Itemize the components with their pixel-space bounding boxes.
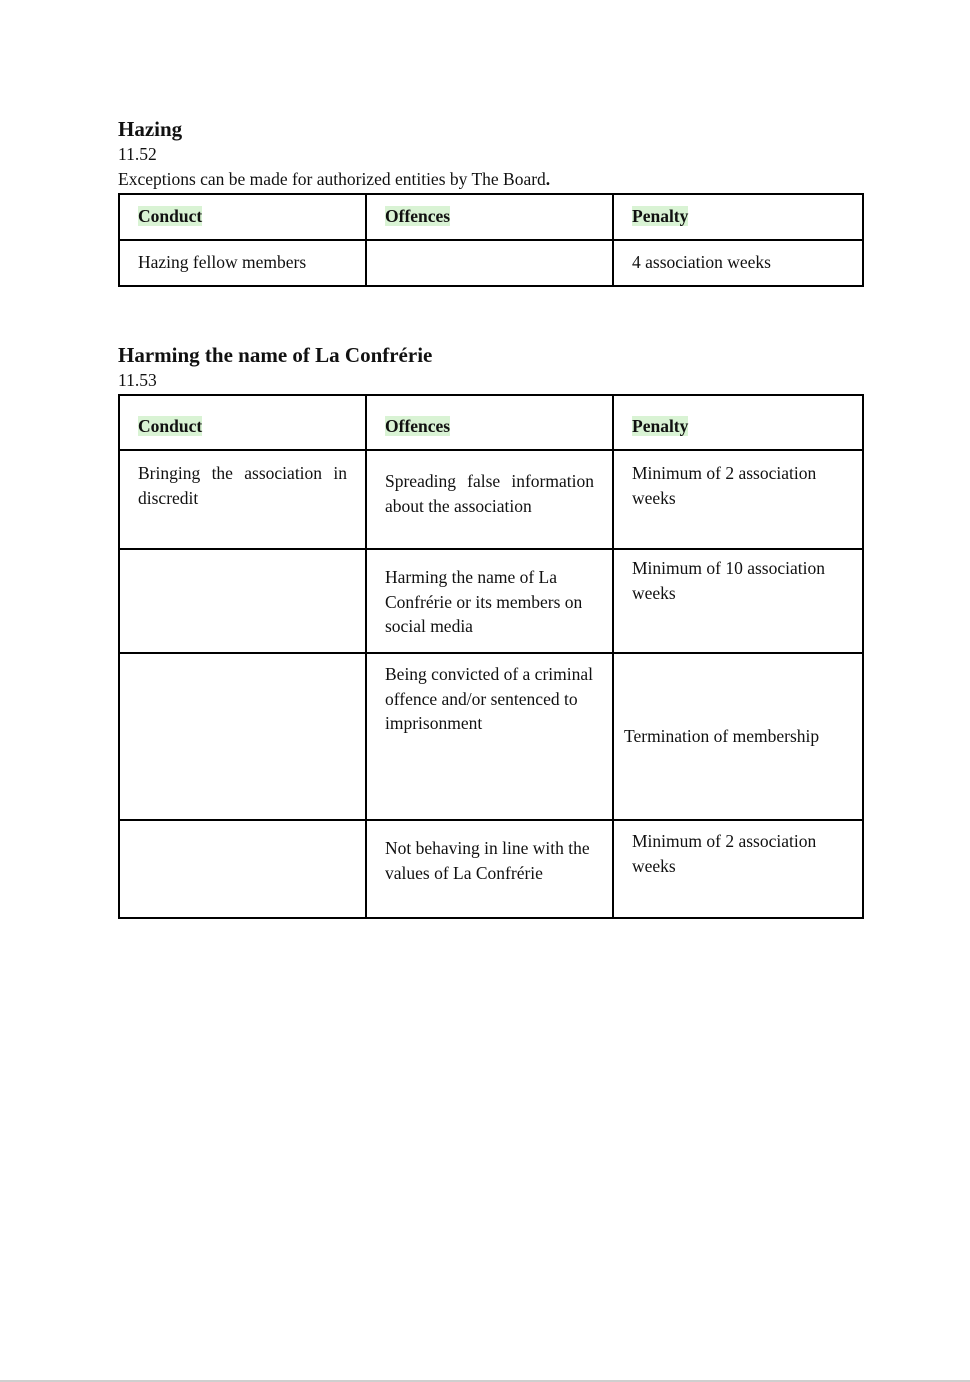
article-number: 11.53 [118,370,157,390]
penalty-cell: Termination of membership [613,653,863,820]
header-label: Conduct [138,206,203,226]
header-label: Conduct [138,416,203,436]
table-row [119,450,863,549]
penalty-cell: Minimum of 10 association weeks [613,549,863,653]
penalty-cell: Minimum of 2 association weeks [613,820,863,918]
header-cell-offences [366,395,613,450]
header-cell-conduct [119,194,366,240]
table-row [119,820,863,918]
header-label: Penalty [632,416,689,436]
conduct-cell [119,653,366,820]
header-cell-penalty [613,395,863,450]
section-title: Harming the name of La Confrérie [118,343,433,367]
offence-cell: Not behaving in line with the values of La Confrérie [366,820,613,918]
offence-cell: Harming the name of La Confrérie or its members on social media [366,549,613,653]
article-number: 11.52 [118,144,157,164]
table-header-row [119,194,863,240]
exception-note-text: Exceptions can be made for authorized entities by The Board [118,169,546,189]
section-hazing [118,116,862,287]
offence-cell: Spreading false information about the association [366,450,613,549]
penalty-cell: 4 association weeks [613,240,863,286]
header-cell-offences [366,194,613,240]
header-label: Offences [385,416,451,436]
table-row [119,549,863,653]
section-harming-name [118,342,862,919]
conduct-cell: Hazing fellow members [119,240,366,286]
table-row [119,240,863,286]
penalty-cell: Minimum of 2 association weeks [613,450,863,549]
conduct-cell [119,820,366,918]
offence-cell: Being convicted of a criminal offence and/or sentenced to imprisonment [366,653,613,820]
header-cell-penalty [613,194,863,240]
harming-penalty-table [118,394,864,919]
conduct-cell [119,549,366,653]
table-row [119,653,863,820]
conduct-cell: Bringing the association in discredit [119,450,366,549]
offence-cell [366,240,613,286]
exception-note-period: . [545,169,551,189]
section-title: Hazing [118,117,183,141]
header-label: Penalty [632,206,689,226]
table-header-row [119,395,863,450]
hazing-penalty-table [118,193,864,287]
header-cell-conduct [119,395,366,450]
exception-note [118,167,862,192]
header-label: Offences [385,206,451,226]
